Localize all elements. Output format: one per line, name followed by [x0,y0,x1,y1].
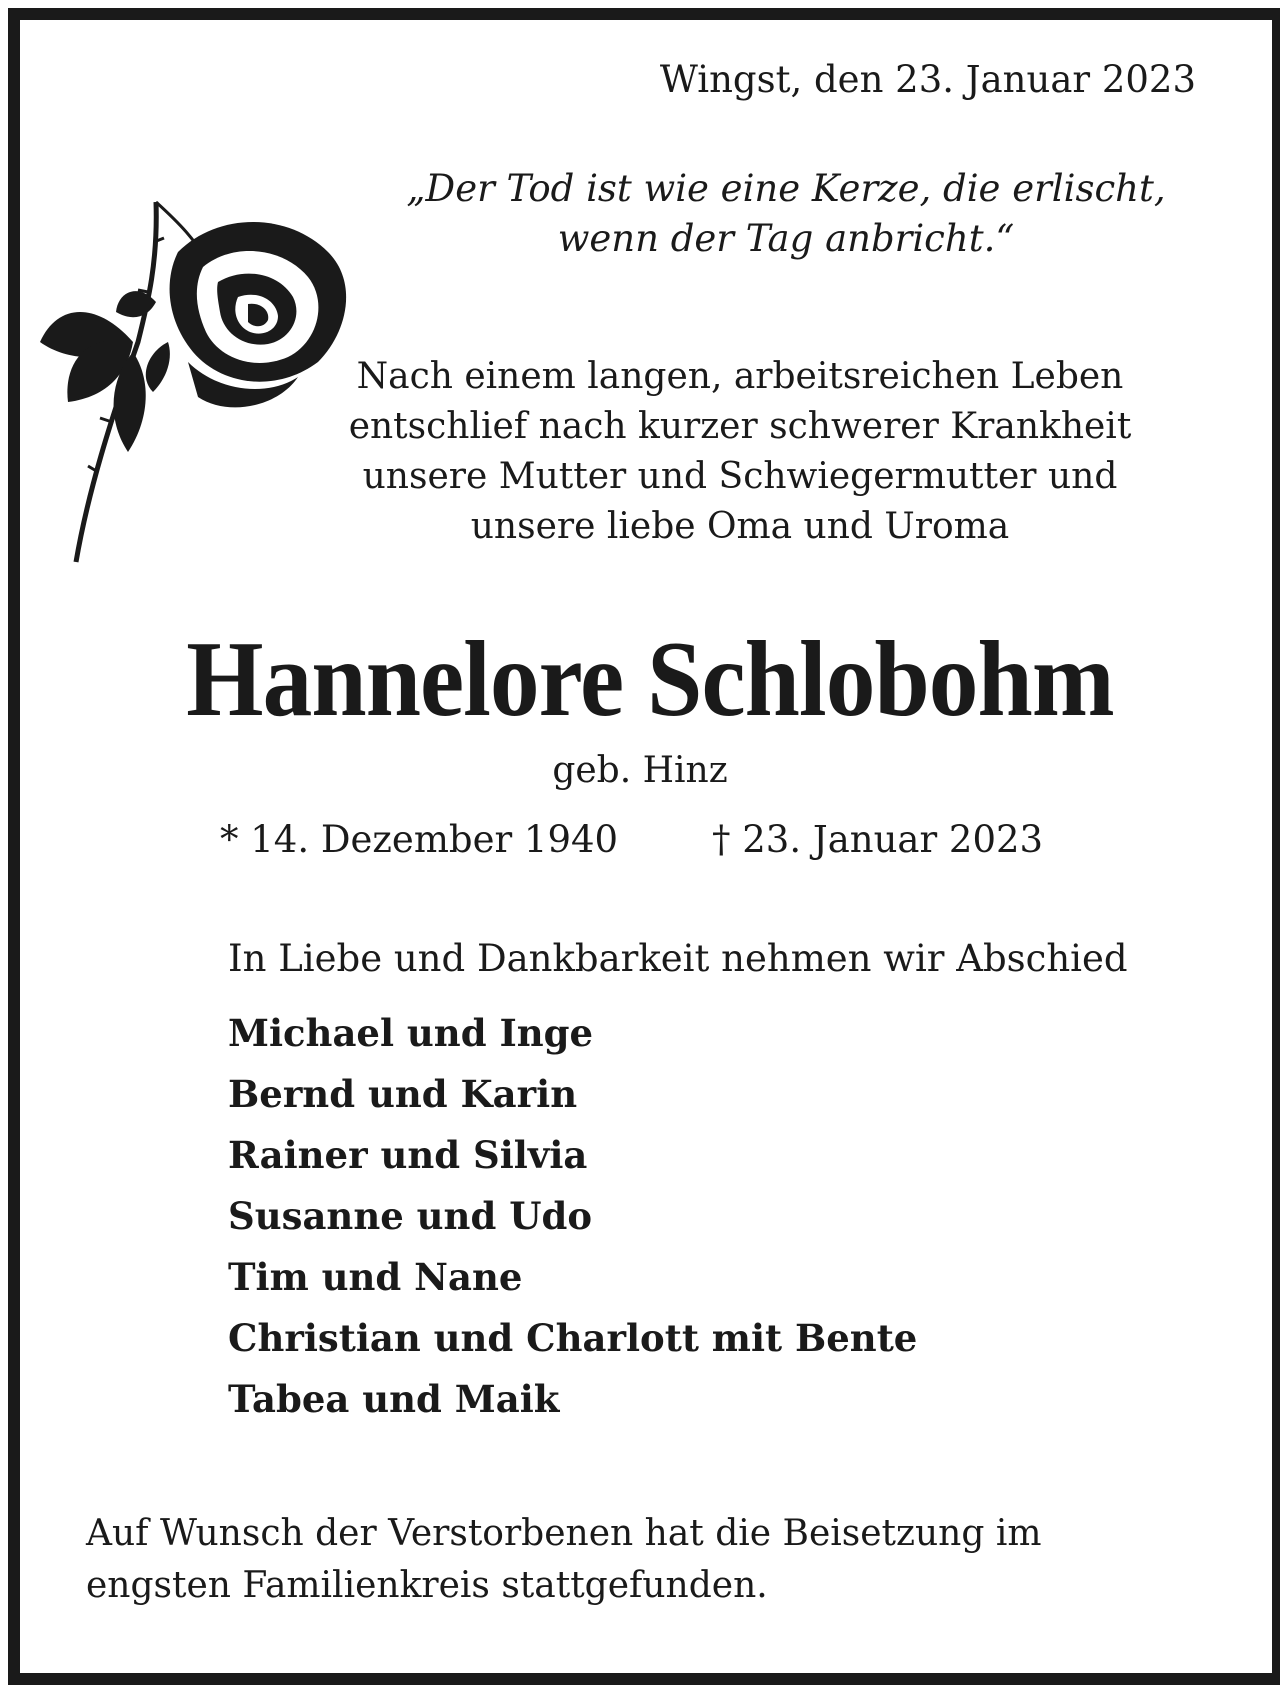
farewell-heading: In Liebe und Dankbarkeit nehmen wir Abschied [228,937,1128,980]
mourner-list [228,1003,917,1430]
mourner-name: Bernd und Karin [228,1072,578,1116]
mourner-name: Christian und Charlott mit Bente [228,1316,918,1360]
birth-date: * 14. Dezember 1940 [220,818,619,861]
intro-text [300,352,1180,552]
maiden-name: geb. Hinz [552,750,728,791]
funeral-note-line-1: Auf Wunsch der Verstorbenen hat die Beisetzung im [86,1513,1042,1554]
mourner-name: Tabea und Maik [228,1377,560,1421]
intro-line-4: unsere liebe Oma und Uroma [470,506,1010,547]
intro-line-3: unsere Mutter und Schwiegermutter und [362,456,1118,497]
mourner-name: Rainer und Silvia [228,1133,588,1177]
mourner-name: Susanne und Udo [228,1194,593,1238]
mourner-name: Michael und Inge [228,1011,594,1055]
intro-line-2: entschlief nach kurzer schwerer Krankheit [348,406,1132,447]
deceased-name: Hannelore Schlobohm [186,620,1114,739]
quote [376,164,1196,264]
quote-line-1: „Der Tod ist wie eine Kerze, die erlischt, [406,167,1166,210]
funeral-note-line-2: engsten Familienkreis stattgefunden. [86,1565,768,1606]
date-line: Wingst, den 23. Januar 2023 [659,58,1196,101]
mourner-name: Tim und Nane [228,1255,523,1299]
intro-line-1: Nach einem langen, arbeitsreichen Leben [356,356,1124,397]
quote-line-2: wenn der Tag anbricht.“ [557,217,1015,260]
funeral-note [86,1508,1194,1612]
death-date: † 23. Januar 2023 [712,818,1044,861]
